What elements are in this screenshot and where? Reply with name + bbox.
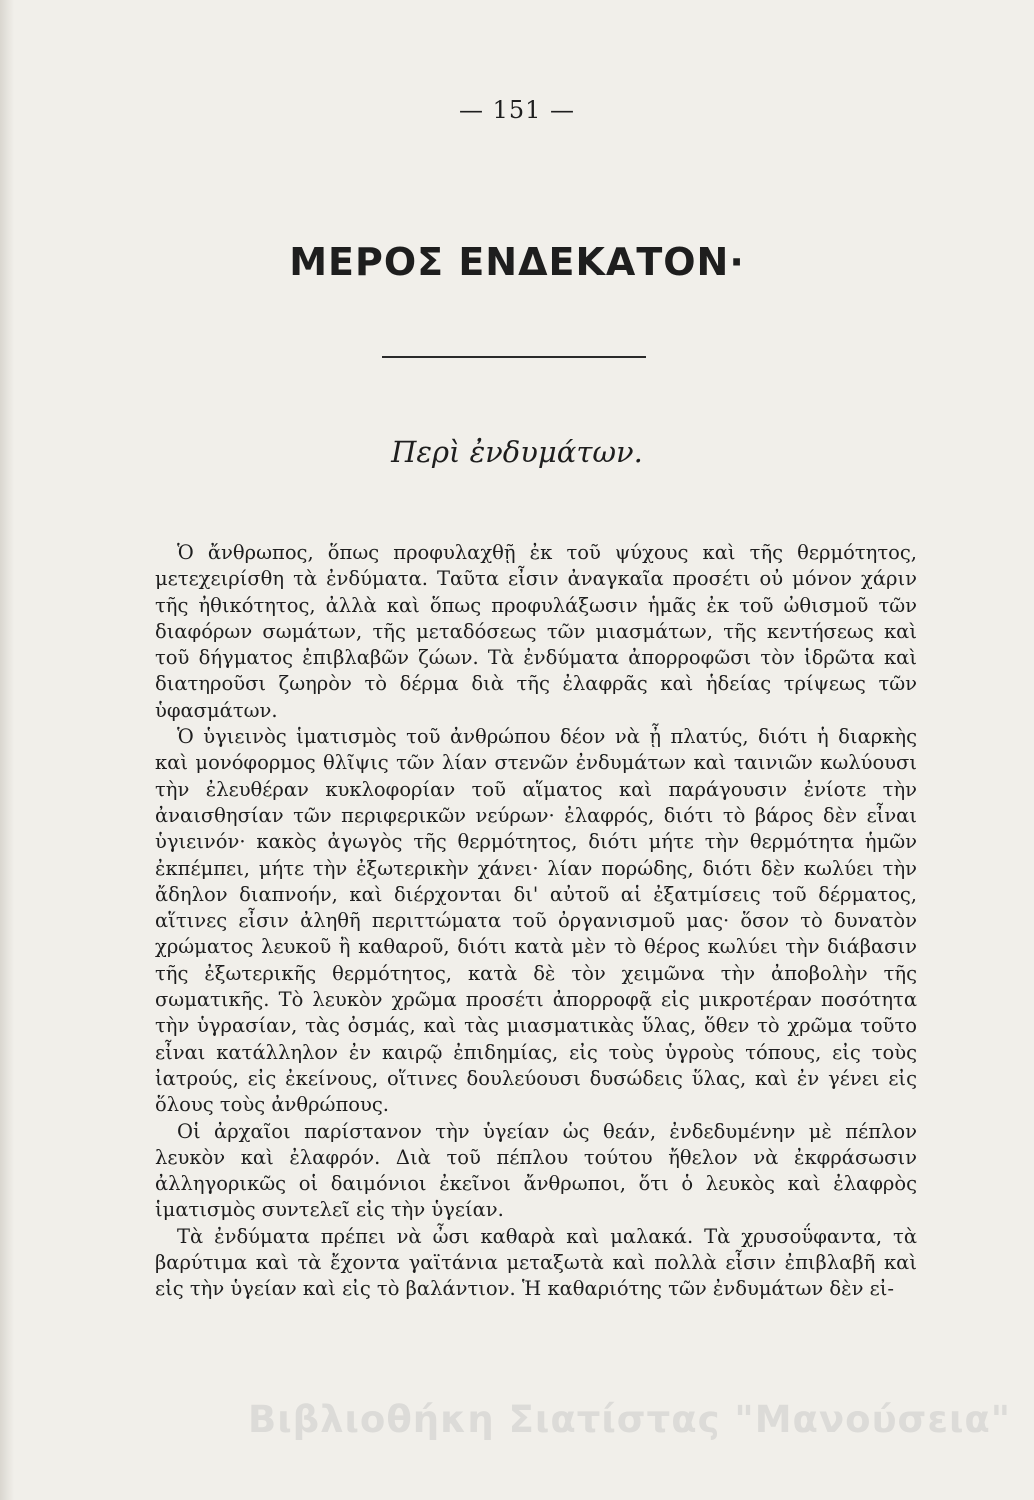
paragraph-2: Ὁ ὑγιεινὸς ἱματισμὸς τοῦ ἀνθρώπου δέον νὰ ᾖ πλατύς, διότι ἡ διαρκὴς καὶ μονόφορμος θλῖψις τῶν λίαν στενῶν ἐνδυμάτων καὶ ταινιῶν κωλύουσι τὴν ἐλευθέραν κυκλοφορίαν τοῦ αἵματος καὶ παράγουσιν ἐνίοτε τὴν ἀναισθησίαν τῶν περιφερικῶν νεύρων· ἐλαφρός, διότι τὸ βάρος δὲν εἶναι ὑγιεινόν· κακὸς ἀγωγὸς τῆς θερμότητος, διότι μήτε τὴν θερμότητα ἡμῶν ἐκπέμπει, μήτε τὴν ἐξωτερικὴν χάνει· λίαν πορώδης, διότι δὲν κωλύει τὴν ἄδηλον διαπνοήν, καὶ διέρχονται δι' αὐτοῦ αἱ ἐξατμίσεις τοῦ δέρματος, αἵτινες εἶσιν ἀληθῆ περιττώματα τοῦ ὀργανισμοῦ μας· ὅσον τὸ δυνατὸν χρώματος λευκοῦ ἢ καθαροῦ, διότι κατὰ μὲν τὸ θέρος κωλύει τὴν διάβασιν τῆς ἐξωτερικῆς θερμότητος, κατὰ δὲ τὸν χειμῶνα τὴν ἀποβολὴν τῆς σωματικῆς. Τὸ λευκὸν χρῶμα προσέτι ἀπορροφᾷ εἰς μικροτέραν ποσότητα τὴν ὑγρασίαν, τὰς ὀσμάς, καὶ τὰς μιασματικὰς ὕλας, ὅθεν τὸ χρῶμα τοῦτο εἶναι κατάλληλον ἐν καιρῷ ἐπιδημίας, εἰς τοὺς ὑγροὺς τόπους, εἰς τοὺς ἰατρούς, εἰς ἐκείνους, οἵτινες δουλεύουσι δυσώδεις ὕλας, καὶ ἐν γένει εἰς ὅλους τοὺς ἀνθρώπους. — [155, 725, 917, 1117]
paragraph-3: Οἱ ἀρχαῖοι παρίστανον τὴν ὑγείαν ὡς θεάν, ἐνδεδυμένην μὲ πέπλον λευκὸν καὶ ἐλαφρόν. Διὰ τοῦ πέπλου τούτου ἤθελον νὰ ἐκφράσωσιν ἀλληγορικῶς οἱ δαιμόνιοι ἐκεῖνοι ἄνθρωποι, ὅτι ὁ λευκὸς καὶ ἐλαφρὸς ἱματισμὸς συντελεῖ εἰς τὴν ὑγείαν. — [155, 1119, 917, 1222]
paragraph-4: Τὰ ἐνδύματα πρέπει νὰ ὦσι καθαρὰ καὶ μαλακά. Τὰ χρυσοΰφαντα, τὰ βαρύτιμα καὶ τὰ ἔχοντα γαϊτάνια μεταξωτὰ καὶ πολλὰ εἶσιν ἐπιβλαβῆ καὶ εἰς τὴν ὑγείαν καὶ εἰς τὸ βαλάντιον. Ἡ καθαριότης τῶν ἐνδυμάτων δὲν εἰ- — [155, 1224, 917, 1301]
paragraph-1: Ὁ ἄνθρωπος, ὅπως προφυλαχθῇ ἐκ τοῦ ψύχους καὶ τῆς θερμότητος, μετεχειρίσθη τὰ ἐνδύματα. Ταῦτα εἶσιν ἀναγκαῖα προσέτι οὐ μόνον χάριν τῆς ἠθικότητος, ἀλλὰ καὶ ὅπως προφυλάξωσιν ἡμᾶς ἐκ τοῦ ὠθισμοῦ τῶν διαφόρων σωμάτων, τῆς μεταδόσεως τῶν μιασμάτων, τῆς κεντήσεως καὶ τοῦ δήγματος ἐπιβλαβῶν ζώων. Τὰ ἐνδύματα ἀπορροφῶσι τὸν ἱδρῶτα καὶ διατηροῦσι ζωηρὸν τὸ δέρμα διὰ τῆς ἐλαφρᾶς καὶ ἡδείας τρίψεως τῶν ὑφασμάτων. — [155, 541, 917, 722]
page-number: — 151 — — [458, 96, 576, 124]
part-title: ΜΕΡΟΣ ΕΝΔΕΚΑΤΟΝ· — [289, 240, 745, 284]
section-title: Περὶ ἐνδυμάτων. — [391, 435, 643, 469]
body-text — [155, 540, 917, 1303]
page-edge-shadow — [0, 0, 14, 1500]
title-divider — [382, 356, 646, 358]
library-watermark: Βιβλιοθήκη Σιατίστας "Μανούσεια" — [248, 1398, 1012, 1441]
